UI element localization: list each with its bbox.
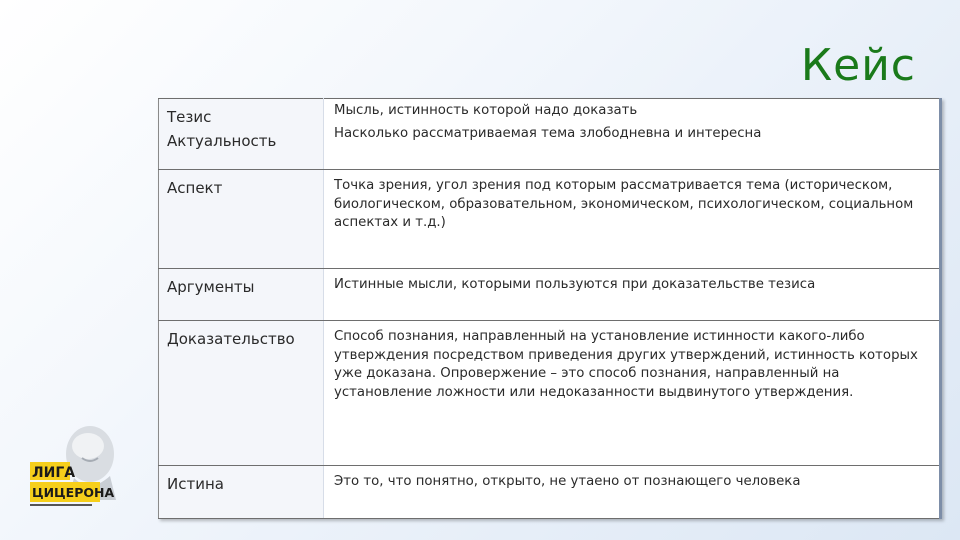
table-row	[159, 99, 941, 170]
definition-proof: Способ познания, направленный на установление истинности какого-либо утверждения посредством приведения других утверждений, истинность которых уже доказана. Опровержение – это способ познания, направленный на установление ложности или недоказанности выдвинутого утверждения.	[324, 321, 941, 466]
definition-truth: Это то, что понятно, открыто, не утаено от познающего человека	[324, 466, 941, 519]
table-row	[159, 321, 941, 466]
slide-title: Кейс	[800, 40, 916, 91]
term-cell	[159, 99, 324, 170]
term-arguments: Аргументы	[159, 269, 324, 321]
definition-aspect: Точка зрения, угол зрения под которым рассматривается тема (историческом, биологическом, образовательном, экономическом, психологическом, социальном аспектах и т.д.)	[324, 170, 941, 269]
liga-cicerona-logo	[24, 420, 124, 512]
definition-relevance: Насколько рассматриваемая тема злободневна и интересна	[334, 125, 762, 141]
term-proof: Доказательство	[159, 321, 324, 466]
term-relevance: Актуальность	[167, 132, 277, 150]
definition-arguments: Истинные мысли, которыми пользуются при доказательстве тезиса	[324, 269, 941, 321]
definition-cell	[324, 99, 941, 170]
term-aspect: Аспект	[159, 170, 324, 269]
table-row	[159, 170, 941, 269]
term-truth: Истина	[159, 466, 324, 519]
term-thesis: Тезис	[167, 108, 212, 126]
definition-thesis: Мысль, истинность которой надо доказать	[334, 103, 638, 118]
logo-tagline-line	[30, 504, 92, 506]
logo-text-cicerona: ЦИЦЕРОНА	[32, 485, 115, 500]
logo-graphic	[24, 420, 124, 512]
table-row	[159, 269, 941, 321]
logo-text-liga: ЛИГА	[32, 465, 76, 481]
bust-highlight	[72, 433, 104, 459]
definitions-table	[158, 98, 942, 519]
table-row	[159, 466, 941, 519]
